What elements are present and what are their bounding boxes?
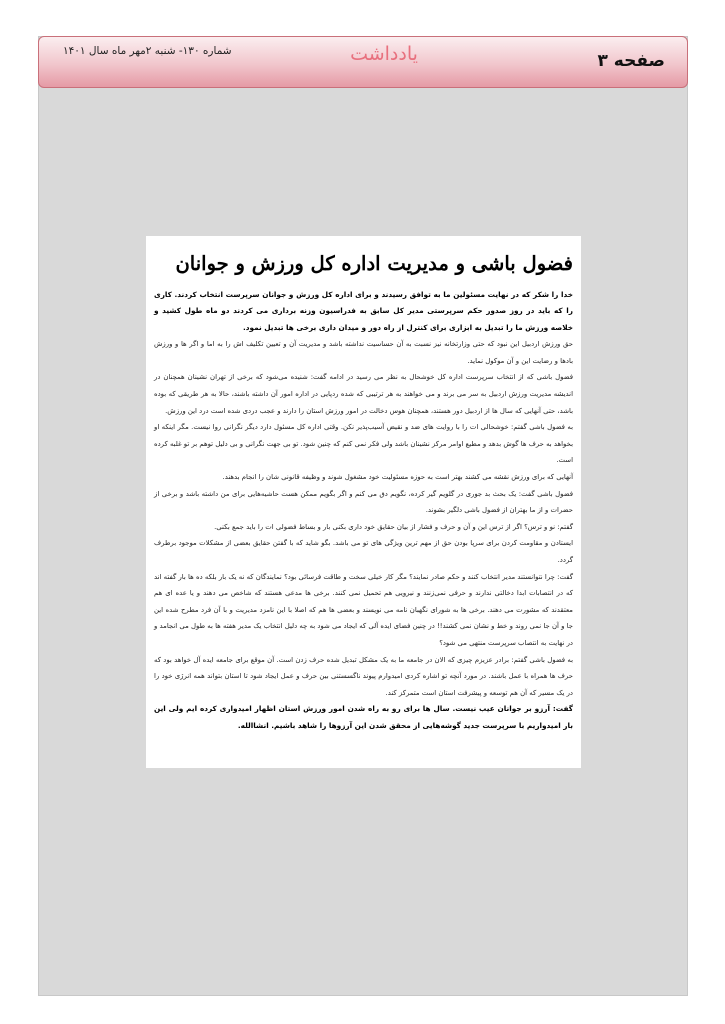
article-paragraph: گفت: چرا نتوانستند مدیر انتخاب کنند و حکم صادر نمایند؟ مگر کار خیلی سخت و طاقت فرسائی بود؟ نمایندگان که نه یک بار بلکه ده ها بار گفته اند که در انتصابات ابدا دخالتی ندارند و حرفی نمی‌زنند و نیرویی هم تحمیل نمی کنند. برخی ها مدعی هستند که شاخص می دهند و یا عده ای هم معتقدند که مشورت می دهند. برخی ها به شورای نگهبان نامه می نویسند و بعضی ها هم که اصلا با این نامزد مدیریت و با آن فرد مطرح شده این جا و آن جا نمی روند و خط و نشان نمی کشند!! در چنین فضای ایده آلی که ایجاد می شود به چه دلیل انتخاب یک مدیر هفته ها به طول می انجامد و در نهایت به انتصاب سرپرست منتهی می شود؟	[154, 572, 573, 647]
article-paragraph: گفتم: نو و ترس؟ اگر از ترس این و آن و حرف و فشار از بیان حقایق خود داری بکنی بار و بساط فضولی ات را باید جمع بکنی.	[214, 522, 573, 531]
article-title: فضول باشی و مدیریت اداره کل ورزش و جوانان	[175, 252, 573, 275]
page-header	[38, 36, 688, 88]
section-title: یادداشت	[350, 43, 418, 65]
article-paragraph: ایستادن و مقاومت کردن برای سرپا بودن حق از مهم ترین ویژگی های تو می باشد. بگو شاید که با گفتن حقایق بعضی از مشکلات موجود برطرف گردد.	[154, 539, 573, 564]
article-paragraph: فضول باشی که از انتخاب سرپرست اداره کل خوشحال به نظر می رسید در ادامه گفت: شنیده می‌شود که برخی از تهران نشینان همچنان در اندیشه مدیریت ورزش اردبیل به سر می برند و می خواهند به هر ترتیبی که شده ردپایی در اداره امور آن داشته باشند، حالا به هر طریقی که بوده باشد، حتی آنهایی که سال ها از اردبیل دور هستند، همچنان هوس دخالت در امور ورزش استان را دارند و عجب دردی شده است درد این ورزش.	[154, 373, 573, 415]
page-number: صفحه ۳	[597, 51, 665, 71]
article-paragraph: آنهایی که برای ورزش نقشه می کشند بهتر است به حوزه مسئولیت خود مشغول شوند و وظیفه قانونی شان را انجام بدهند.	[222, 472, 573, 481]
article	[146, 236, 581, 768]
article-lead-paragraph: خدا را شکر که در نهایت مسئولین ما به توافق رسیدند و برای اداره کل ورزش و جوانان سرپرست انتخاب کردند. کاری را که باید در روز صدور حکم سرپرستی مدیر کل سابق به فدراسیون وزنه برداری می کردند دو ماه طول کشید و خلاصه ورزش ما را تبدیل به ابزاری برای کنترل از راه دور و میدان داری برخی ها تبدیل نمود.	[154, 290, 573, 332]
issue-info: شماره ۱۳۰- شنبه ۲مهر ماه سال ۱۴۰۱	[63, 45, 232, 57]
article-paragraph: به فضول باشی گفتم: خوشحالی ات را با روایت های ضد و نقیض آسیب‌پذیر نکن. وقتی اداره کل مسئول دارد دیگر نگرانی روا نیست. مگر اینکه او بخواهد به حرف ها گوش بدهد و مطیع اوامر مرکز نشینان باشد ولی فکر نمی کنم که چنین شود. تو بی جهت نگرانی و بی دلیل توهم بر تو غلبه کرده است.	[154, 423, 573, 465]
article-paragraph: حق ورزش اردبیل این نبود که حتی وزارتخانه نیز نسبت به آن حساسیت نداشته باشد و مدیریت آن و تعیین تکلیف اش را به اما و اگر ها و ورزش بادها و رضایت این و آن موکول نماید.	[154, 340, 573, 365]
article-closing-paragraph: گفت: آرزو بر جوانان عیب نیست. سال ها برای رو به راه شدن امور ورزش استان اظهار امیدواری کرده ایم ولی این بار امیدواریم با سرپرست جدید گوشه‌هایی از محقق شدن این آرزوها را شاهد باشیم. انشاالله.	[154, 704, 573, 730]
article-paragraph: فضول باشی گفت: یک بحث بد جوری در گلویم گیر کرده، نگویم دق می کنم و اگر بگویم ممکن هست حاشیه‌هایی برای من داشته باشد و برخی از حضرات و از ما بهتران از فضول باشی دلگیر بشوند.	[154, 489, 573, 515]
article-paragraph: به فضول باشی گفتم: برادر عزیزم چیزی که الان در جامعه ما به یک مشکل تبدیل شده حرف زدن است. آن موقع برای جامعه ایده آل خواهد بود که حرف ها همراه با عمل باشند. در مورد آنچه تو اشاره کردی امیدوارم پیوند ناگسستنی بین حرف و عمل ایجاد شود تا استان بتواند همه انرژی خود را در یک مسیر که آن هم توسعه و پیشرفت استان است متمرکز کند.	[154, 655, 573, 697]
